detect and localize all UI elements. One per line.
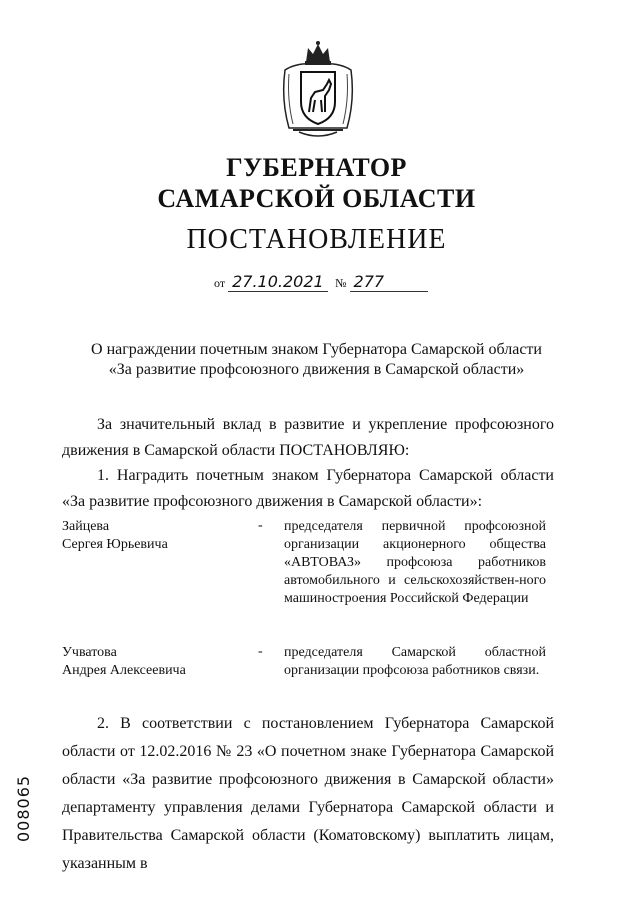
- subject-line-1: О награждении почетным знаком Губернатора Самарской области: [91, 341, 542, 358]
- awardee-1-dash: -: [258, 518, 263, 533]
- awardee-2-surname: Учватова: [62, 645, 117, 660]
- awardee-2-given: Андрея Алексеевича: [62, 663, 186, 678]
- margin-stamp-number: 008065: [14, 774, 33, 842]
- date-prefix: от: [214, 276, 226, 290]
- awardee-1-position: председателя первичной профсоюзной организации акционерного общества «АВТОВАЗ» профсоюза работников автомобильного и сельскохозяйствен-ного машиностроения Российской Федерации: [284, 519, 546, 606]
- number-value: 277: [350, 272, 428, 292]
- date-value: 27.10.2021: [228, 272, 328, 292]
- awardee-1-name: [62, 518, 168, 554]
- awardee-2-dash: -: [258, 644, 263, 659]
- item-1-paragraph: 1. Наградить почетным знаком Губернатора Самарской области «За развитие профсоюзного движения в Самарской области»:: [62, 467, 554, 510]
- document-type: ПОСТАНОВЛЕНИЕ: [186, 224, 447, 255]
- awardee-1-surname: Зайцева: [62, 519, 110, 534]
- item-2-paragraph: 2. В соответствии с постановлением Губернатора Самарской области от 12.02.2016 № 23 «О почетном знаке Губернатора Самарской области «За развитие профсоюзного движения в Самарской области» департаменту управления делами Губернатора Самарской области и Правительства Самарской области (Коматовскому) выплатить лицам, указанным в: [62, 715, 554, 872]
- coat-of-arms-icon: [279, 40, 357, 140]
- document-subject: [0, 340, 633, 380]
- title-governor: ГУБЕРНАТОР: [226, 153, 407, 182]
- number-prefix: №: [335, 276, 347, 290]
- awardee-2-position: председателя Самарской областной организации профсоюза работников связи.: [284, 645, 546, 678]
- subject-line-2: «За развитие профсоюзного движения в Самарской области»: [108, 361, 525, 378]
- awardee-1-given: Сергея Юрьевича: [62, 537, 168, 552]
- intro-paragraph: За значительный вклад в развитие и укрепление профсоюзного движения в Самарской области ПОСТАНОВЛЯЮ:: [62, 416, 554, 459]
- date-number-line: [214, 272, 428, 292]
- title-region: САМАРСКОЙ ОБЛАСТИ: [157, 184, 476, 213]
- awardee-2-name: [62, 644, 186, 680]
